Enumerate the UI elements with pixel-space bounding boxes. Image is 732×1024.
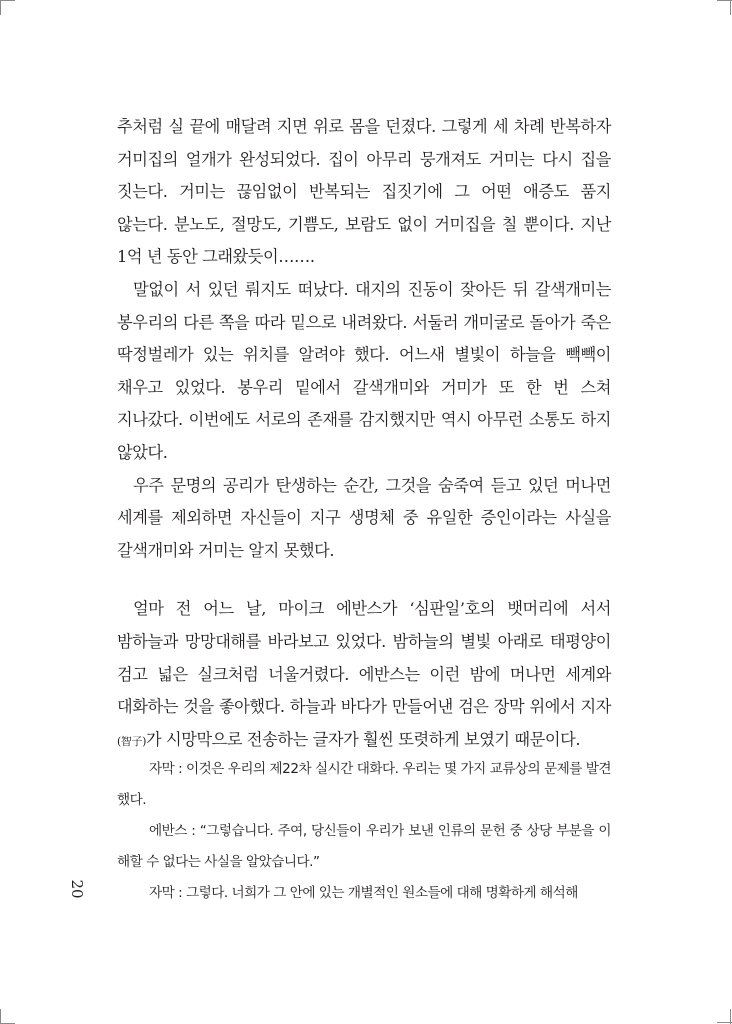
narrative-section-1 [117, 111, 611, 567]
dialogue-text: 이것은 우리의 제22차 실시간 대화다. 우리는 몇 가지 교류상의 문제를 발견했다. [117, 761, 611, 808]
dialogue-text: 그렇다. 너희가 그 안에 있는 개별적인 원소들에 대해 명확하게 해석해 [186, 885, 578, 901]
dialogue-line [117, 878, 611, 909]
page-number: 20 [68, 879, 86, 899]
crop-mark-bottom-right [730, 1009, 731, 1024]
paragraph: 우주 문명의 공리가 탄생하는 순간, 그것을 숨죽여 듣고 있던 머나먼 세계를 제외하면 자신들이 지구 생명체 중 유일한 증인이라는 사실을 갈색개미와 거미는 알지 못했다. [117, 475, 611, 560]
dialogue-separator: : [174, 761, 187, 777]
dialogue-speaker: 자막 [149, 761, 175, 777]
dialogue-separator: : [174, 885, 186, 901]
crop-mark-top-right [730, 0, 731, 15]
crop-mark-bottom-left [0, 1009, 1, 1024]
dialogue-separator: : [186, 823, 200, 839]
paragraph [117, 593, 611, 758]
paragraph-text: 가 시망막으로 전송하는 글자가 훨씬 또렷하게 보였기 때문이다. [145, 729, 581, 749]
narrative-body [117, 111, 611, 758]
dialogue-block [117, 754, 611, 909]
paragraph-text: 얼마 전 어느 날, 마이크 에반스가 ‘심판일’호의 뱃머리에 서서 밤하늘과 망망대해를 바라보고 있었다. 밤하늘의 별빛 아래로 태평양이 검고 넓은 실크처럼 너울거렸다. 에반스는 이런 밤에 머나먼 세계와 대화하는 것을 좋아했다. 하늘과 바다가 만들어낸 검은 장막 위에서 지자 [117, 599, 611, 717]
crop-mark-top-left [0, 0, 15, 1]
dialogue-speaker: 에반스 [149, 823, 187, 839]
dialogue-speaker: 자막 [149, 885, 175, 901]
paragraph: 추처럼 실 끝에 매달려 지면 위로 몸을 던졌다. 그렇게 세 차례 반복하자 거미집의 얼개가 완성되었다. 집이 아무리 뭉개져도 거미는 다시 집을 짓는다. 거미는 끊임없이 반복되는 집짓기에 그 어떤 애증도 품지 않는다. 분노도, 절망도, 기쁨도, 보람도 없이 거미집을 칠 뿐이다. 지난 1억 년 동안 그래왔듯이……. [117, 117, 611, 267]
hanja-annotation: (智子) [117, 734, 146, 748]
dialogue-line [117, 754, 611, 816]
dialogue-line [117, 816, 611, 878]
crop-mark-top-left [0, 0, 1, 15]
dialogue-text: “그렇습니다. 주여, 당신들이 우리가 보낸 인류의 문헌 중 상당 부분을 이해할 수 없다는 사실을 알았습니다.” [117, 823, 611, 870]
paragraph: 말없이 서 있던 뤄지도 떠났다. 대지의 진동이 잦아든 뒤 갈색개미는 봉우리의 다른 쪽을 따라 밑으로 내려왔다. 서둘러 개미굴로 돌아가 죽은 딱정벌레가 있는 위치를 알려야 했다. 어느새 별빛이 하늘을 빽빽이 채우고 있었다. 봉우리 밑에서 갈색개미와 거미가 또 한 번 스쳐 지나갔다. 이번에도 서로의 존재를 감지했지만 역시 아무런 소통도 하지 않았다. [117, 279, 611, 462]
narrative-section-2 [117, 593, 611, 758]
section-break [117, 567, 611, 593]
